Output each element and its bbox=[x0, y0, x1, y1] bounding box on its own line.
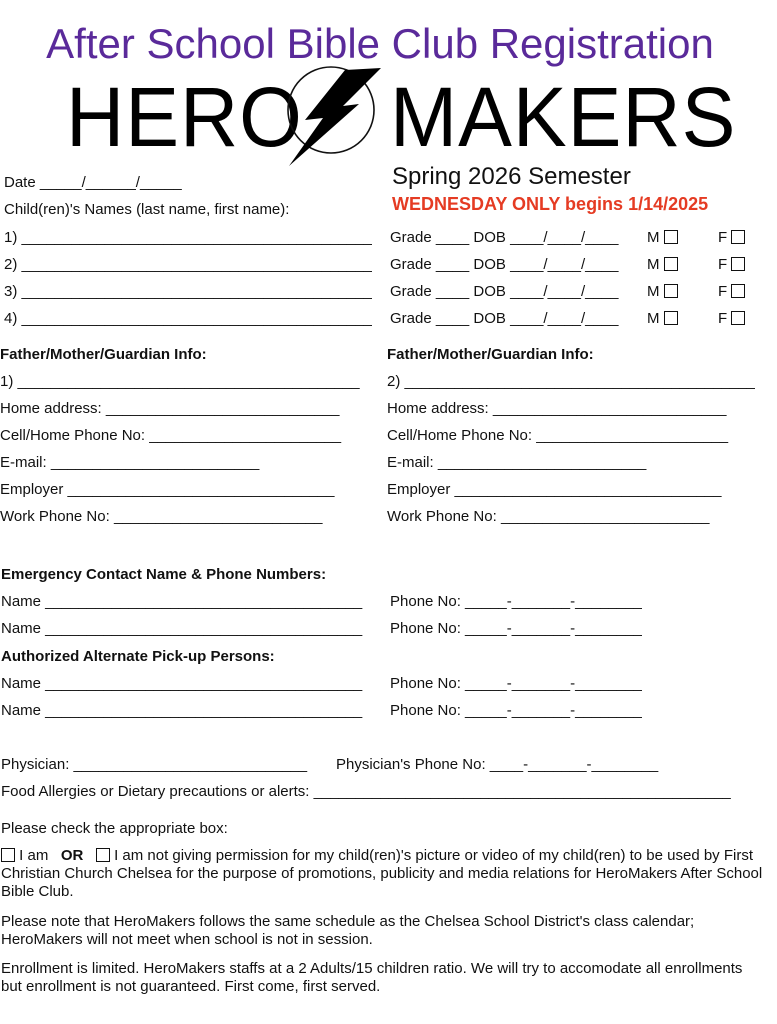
lightning-bolt-icon bbox=[283, 66, 385, 166]
guardian-1-heading: Father/Mother/Guardian Info: bbox=[0, 346, 207, 363]
female-checkbox[interactable] bbox=[731, 257, 745, 271]
female-option[interactable] bbox=[718, 229, 745, 247]
guardian-2-email-field[interactable]: E-mail: _________________________ bbox=[387, 454, 647, 471]
consent-or-label: OR bbox=[60, 847, 84, 864]
guardian-1-name-field[interactable]: 1) _________________________________________ bbox=[0, 373, 360, 390]
emergency-phone-field[interactable]: Phone No: _____-_______-________ bbox=[390, 620, 642, 637]
guardian-1-employer-field[interactable]: Employer ________________________________ bbox=[0, 481, 335, 498]
logo-hero-text: HERO bbox=[66, 70, 303, 164]
male-option[interactable] bbox=[647, 310, 678, 328]
female-checkbox[interactable] bbox=[731, 284, 745, 298]
male-checkbox[interactable] bbox=[664, 311, 678, 325]
guardian-1-work-phone-field[interactable]: Work Phone No: _________________________ bbox=[0, 508, 323, 525]
pickup-phone-field[interactable]: Phone No: _____-_______-________ bbox=[390, 675, 642, 692]
allergies-field[interactable]: Food Allergies or Dietary precautions or alerts: __________________________________________________ bbox=[1, 783, 731, 800]
male-option[interactable] bbox=[647, 283, 678, 301]
child-name-field[interactable]: 3) __________________________________________ bbox=[4, 283, 372, 300]
child-name-field[interactable]: 1) __________________________________________ bbox=[4, 229, 372, 246]
schedule-paragraph: Please note that HeroMakers follows the same schedule as the Chelsea School District's class calendar; HeroMakers will not meet when school is not in session. bbox=[1, 913, 695, 948]
female-option[interactable] bbox=[718, 256, 745, 274]
child-grade-dob-field[interactable]: Grade ____ DOB ____/____/____ bbox=[390, 256, 619, 273]
emergency-name-field[interactable]: Name ______________________________________ bbox=[1, 620, 363, 637]
guardian-1-address-field[interactable]: Home address: ____________________________ bbox=[0, 400, 340, 417]
child-grade-dob-field[interactable]: Grade ____ DOB ____/____/____ bbox=[390, 310, 619, 327]
consent-text: I am not giving permission for my child(ren)'s picture or video of my child(ren) to be used by First Christian Church Chelsea for the purpose of promotions, publicity and media relations for HeroMakers After School Bible Club. bbox=[1, 847, 763, 900]
male-label: M bbox=[647, 283, 660, 300]
emergency-phone-field[interactable]: Phone No: _____-_______-________ bbox=[390, 593, 642, 610]
page-title: After School Bible Club Registration bbox=[46, 20, 714, 67]
female-label: F bbox=[718, 310, 728, 327]
female-option[interactable] bbox=[718, 283, 745, 301]
guardian-2-work-phone-field[interactable]: Work Phone No: _________________________ bbox=[387, 508, 710, 525]
emergency-heading: Emergency Contact Name & Phone Numbers: bbox=[1, 566, 327, 583]
children-label: Child(ren)'s Names (last name, first name): bbox=[4, 201, 290, 218]
date-field[interactable]: Date _____/______/_____ bbox=[4, 174, 182, 191]
male-option[interactable] bbox=[647, 256, 678, 274]
male-checkbox[interactable] bbox=[664, 284, 678, 298]
female-checkbox[interactable] bbox=[731, 311, 745, 325]
consent-i-am-label: I am bbox=[19, 847, 49, 864]
female-label: F bbox=[718, 229, 728, 246]
pickup-name-field[interactable]: Name ______________________________________ bbox=[1, 702, 363, 719]
pickup-heading: Authorized Alternate Pick-up Persons: bbox=[1, 648, 275, 665]
female-label: F bbox=[718, 256, 728, 273]
guardian-1-email-field[interactable]: E-mail: _________________________ bbox=[0, 454, 260, 471]
guardian-2-phone-field[interactable]: Cell/Home Phone No: _______________________ bbox=[387, 427, 729, 444]
physician-phone-field[interactable]: Physician's Phone No: ____-_______-________ bbox=[336, 756, 659, 773]
male-label: M bbox=[647, 256, 660, 273]
consent-i-am-checkbox[interactable] bbox=[1, 848, 15, 862]
pickup-phone-field[interactable]: Phone No: _____-_______-________ bbox=[390, 702, 642, 719]
male-checkbox[interactable] bbox=[664, 230, 678, 244]
female-checkbox[interactable] bbox=[731, 230, 745, 244]
child-name-field[interactable]: 4) __________________________________________ bbox=[4, 310, 372, 327]
male-label: M bbox=[647, 229, 660, 246]
logo-makers-text: MAKERS bbox=[390, 70, 737, 164]
enrollment-paragraph: Enrollment is limited. HeroMakers staffs at a 2 Adults/15 children ratio. We will try to accomodate all enrollments but enrollment is not guaranteed. First come, first served. bbox=[1, 960, 743, 995]
emergency-name-field[interactable]: Name ______________________________________ bbox=[1, 593, 363, 610]
child-name-field[interactable]: 2) __________________________________________ bbox=[4, 256, 372, 273]
guardian-2-address-field[interactable]: Home address: ____________________________ bbox=[387, 400, 727, 417]
male-checkbox[interactable] bbox=[664, 257, 678, 271]
check-prompt: Please check the appropriate box: bbox=[1, 820, 228, 837]
male-option[interactable] bbox=[647, 229, 678, 247]
guardian-2-heading: Father/Mother/Guardian Info: bbox=[387, 346, 594, 363]
guardian-2-employer-field[interactable]: Employer ________________________________ bbox=[387, 481, 722, 498]
pickup-name-field[interactable]: Name ______________________________________ bbox=[1, 675, 363, 692]
male-label: M bbox=[647, 310, 660, 327]
schedule-note: WEDNESDAY ONLY begins 1/14/2025 bbox=[392, 194, 709, 214]
semester-label: Spring 2026 Semester bbox=[392, 163, 631, 190]
child-grade-dob-field[interactable]: Grade ____ DOB ____/____/____ bbox=[390, 229, 619, 246]
consent-i-am-not-checkbox[interactable] bbox=[96, 848, 110, 862]
guardian-1-phone-field[interactable]: Cell/Home Phone No: _______________________ bbox=[0, 427, 342, 444]
physician-field[interactable]: Physician: ____________________________ bbox=[1, 756, 308, 773]
child-grade-dob-field[interactable]: Grade ____ DOB ____/____/____ bbox=[390, 283, 619, 300]
female-option[interactable] bbox=[718, 310, 745, 328]
guardian-2-name-field[interactable]: 2) __________________________________________ bbox=[387, 373, 755, 390]
female-label: F bbox=[718, 283, 728, 300]
consent-paragraph bbox=[1, 847, 767, 901]
